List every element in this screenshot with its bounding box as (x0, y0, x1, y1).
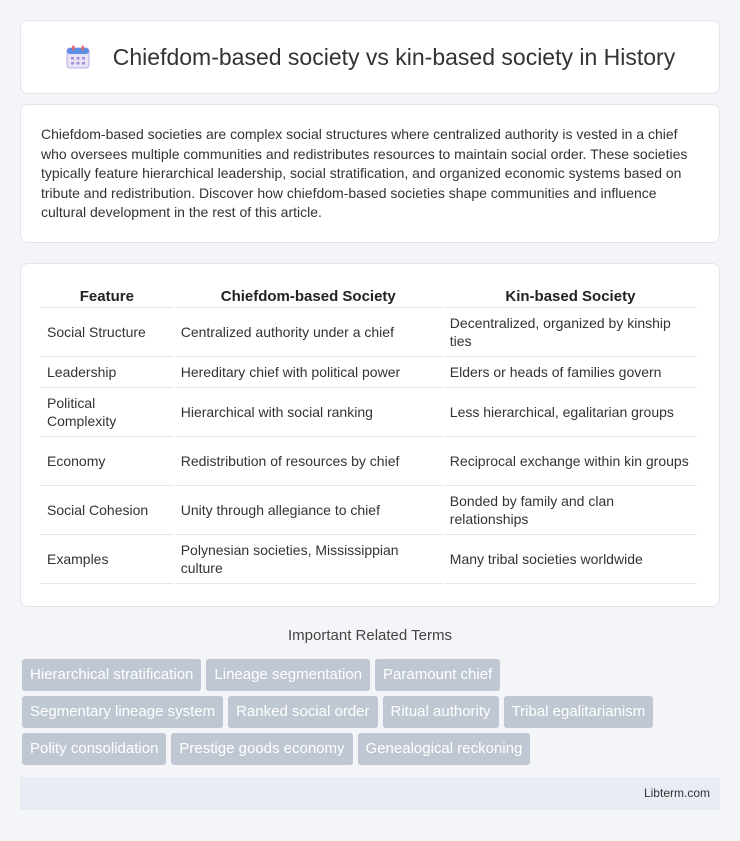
table-cell: Decentralized, organized by kinship ties (444, 308, 697, 357)
related-term-tag[interactable]: Ritual authority (383, 696, 499, 728)
intro-card (20, 104, 720, 243)
related-term-tag[interactable]: Lineage segmentation (206, 659, 370, 691)
related-term-tag[interactable]: Prestige goods economy (171, 733, 352, 765)
related-term-tag[interactable]: Ranked social order (228, 696, 377, 728)
related-term-tag[interactable]: Paramount chief (375, 659, 500, 691)
related-term-tag[interactable]: Tribal egalitarianism (504, 696, 654, 728)
footer-site-link[interactable]: Libterm.com (643, 786, 710, 800)
related-terms-title: Important Related Terms (288, 627, 452, 644)
calendar-icon (65, 44, 91, 70)
table-cell: Political Complexity (41, 388, 173, 437)
table-cell: Social Structure (41, 308, 173, 357)
table-cell: Reciprocal exchange within kin groups (444, 437, 697, 486)
page-title: Chiefdom-based society vs kin-based society in History (112, 43, 676, 70)
table-cell: Bonded by family and clan relationships (444, 486, 697, 535)
intro-text: Chiefdom-based societies are complex social structures where centralized authority is vested in a chief who oversees multiple communities and redistributes resources to maintain social order. These societies typically feature hierarchical leadership, social stratification, and organized economic systems based on tribute and redistribution. Discover how chiefdom-based societies shape communities and influence cultural development in the rest of this article. (41, 126, 688, 221)
tag-row (22, 733, 722, 765)
table-cell: Unity through allegiance to chief (175, 486, 442, 535)
header-kin: Kin-based Society (444, 284, 697, 308)
tag-row (22, 659, 722, 691)
header-feature: Feature (41, 284, 173, 308)
header-chiefdom: Chiefdom-based Society (175, 284, 442, 308)
table-cell: Social Cohesion (41, 486, 173, 535)
table-cell: Many tribal societies worldwide (444, 535, 697, 584)
table-cell: Less hierarchical, egalitarian groups (444, 388, 697, 437)
tag-row (22, 696, 722, 728)
related-term-tag[interactable]: Segmentary lineage system (22, 696, 223, 728)
table-row (41, 437, 697, 486)
table-row (41, 357, 697, 388)
table-cell: Economy (41, 437, 173, 486)
table-cell: Leadership (41, 357, 173, 388)
related-term-tag[interactable]: Polity consolidation (22, 733, 166, 765)
table-cell: Polynesian societies, Mississippian culture (175, 535, 442, 584)
table-cell: Redistribution of resources by chief (175, 437, 442, 486)
table-row (41, 486, 697, 535)
table-row (41, 535, 697, 584)
title-card (20, 20, 720, 94)
table-cell: Examples (41, 535, 173, 584)
comparison-table-card (20, 263, 720, 607)
table-cell: Hereditary chief with political power (175, 357, 442, 388)
table-row (41, 308, 697, 357)
comparison-table (39, 284, 699, 584)
table-cell: Elders or heads of families govern (444, 357, 697, 388)
related-term-tag[interactable]: Hierarchical stratification (22, 659, 201, 691)
table-header-row (41, 284, 697, 308)
related-term-tag[interactable]: Genealogical reckoning (358, 733, 531, 765)
related-terms-list (22, 659, 722, 770)
footer (20, 777, 720, 810)
table-cell: Hierarchical with social ranking (175, 388, 442, 437)
table-row (41, 388, 697, 437)
table-cell: Centralized authority under a chief (175, 308, 442, 357)
